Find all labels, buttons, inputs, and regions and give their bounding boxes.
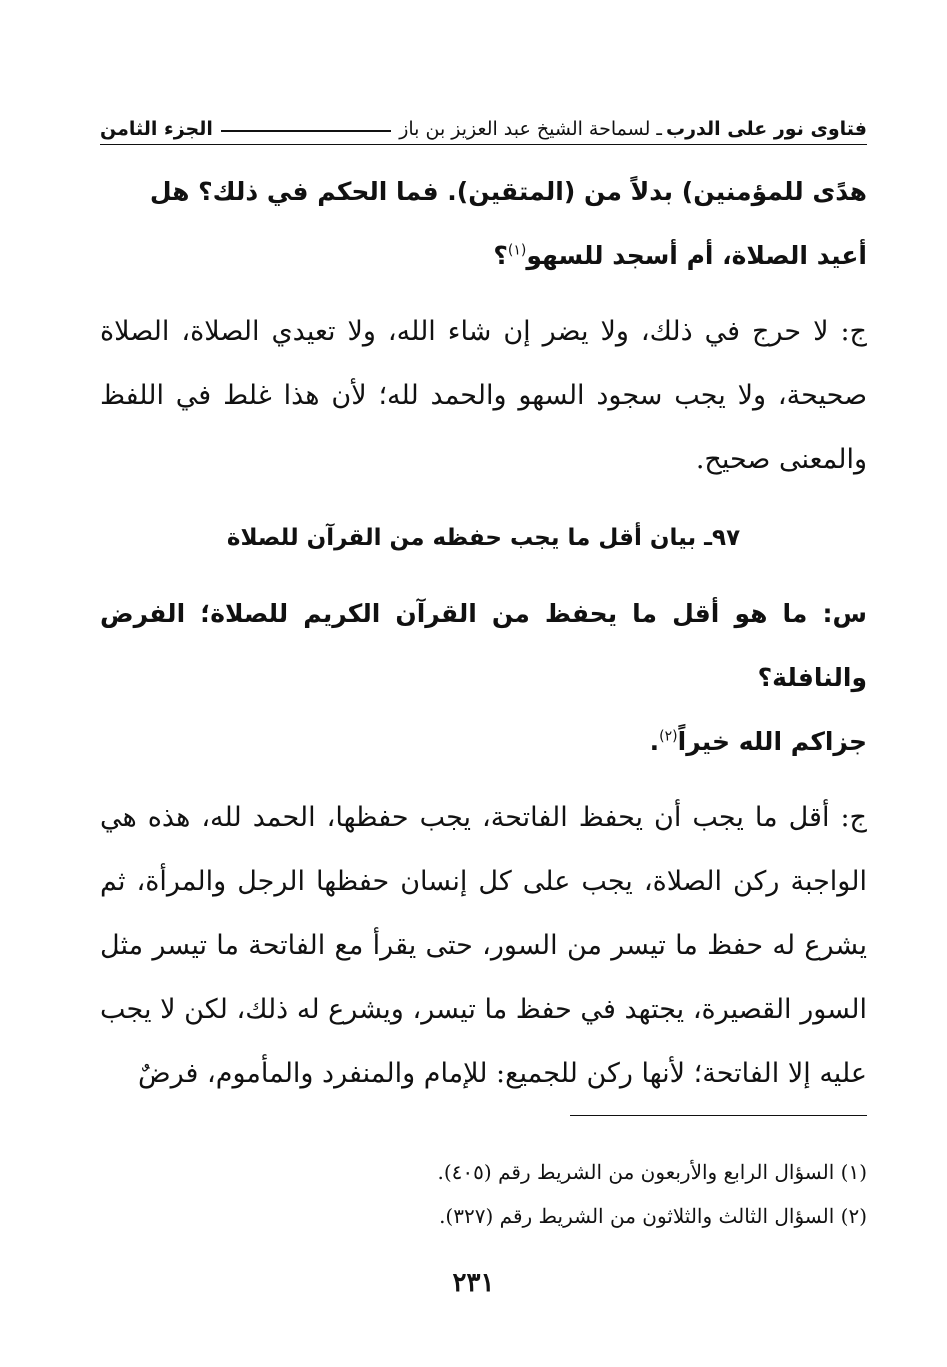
question-end: . [649, 727, 660, 756]
previous-answer: ج: لا حرج في ذلك، ولا يضر إن شاء الله، ولا تعيدي الصلاة، الصلاة صحيحة، ولا يجب سجود السهو والحمد لله؛ لأن هذا غلط في اللفظ والمعنى صحيح. [100, 316, 867, 475]
page-number: ٢٣١ [452, 1268, 495, 1298]
question-line-2: جزاكم الله خيراً [677, 727, 867, 756]
header-part: الجزء الثامن [100, 118, 213, 140]
previous-question-line-2: أعيد الصلاة، أم أسجد للسهو [526, 241, 867, 270]
header-author: ـ لسماحة الشيخ عبد العزيز بن باز [399, 118, 662, 140]
page-body [100, 160, 867, 1106]
answer: ج: أقل ما يجب أن يحفظ الفاتحة، يجب حفظها، الحمد لله، هذه هي الواجبة ركن الصلاة، يجب على كل إنسان حفظها الرجل والمرأة، ثم يشرع له حفظ ما تيسر من السور، حتى يقرأ مع الفاتحة ما تيسر مثل السور القصيرة، يجتهد في حفظ ما تيسر، ويشرع له ذلك، لكن لا يجب عليه إلا الفاتحة؛ لأنها ركن للجميع: للإمام والمنفرد والمأموم، فرضٌ [100, 802, 867, 1089]
running-header [100, 104, 867, 140]
footnote-divider [570, 1115, 867, 1116]
footnote-ref-2: (٢) [659, 728, 678, 745]
footnote-2: (٢) السؤال الثالث والثلاثون من الشريط رقم (٣٢٧). [439, 1204, 867, 1228]
section-heading: ٩٧ـ بيان أقل ما يجب حفظه من القرآن للصلاة [226, 525, 741, 551]
header-divider [100, 144, 867, 145]
header-book-title: فتاوى نور على الدرب [666, 118, 867, 140]
footnote-ref-1: (١) [507, 242, 527, 259]
header-rule [221, 130, 391, 132]
previous-question-continuation [100, 160, 867, 288]
footnote-1: (١) السؤال الرابع والأربعون من الشريط رقم (٤٠٥). [437, 1160, 867, 1184]
question-line-1: ما هو أقل ما يحفظ من القرآن الكريم للصلاة؛ الفرض والنافلة؟ [100, 599, 867, 692]
previous-question-line-1: هدًى للمؤمنين) بدلاً من (المتقين). فما الحكم في ذلك؟ هل [149, 177, 867, 206]
footnotes [100, 1150, 867, 1238]
question-label: س: [822, 599, 867, 628]
question [100, 582, 867, 774]
previous-question-end: ؟ [493, 241, 508, 270]
